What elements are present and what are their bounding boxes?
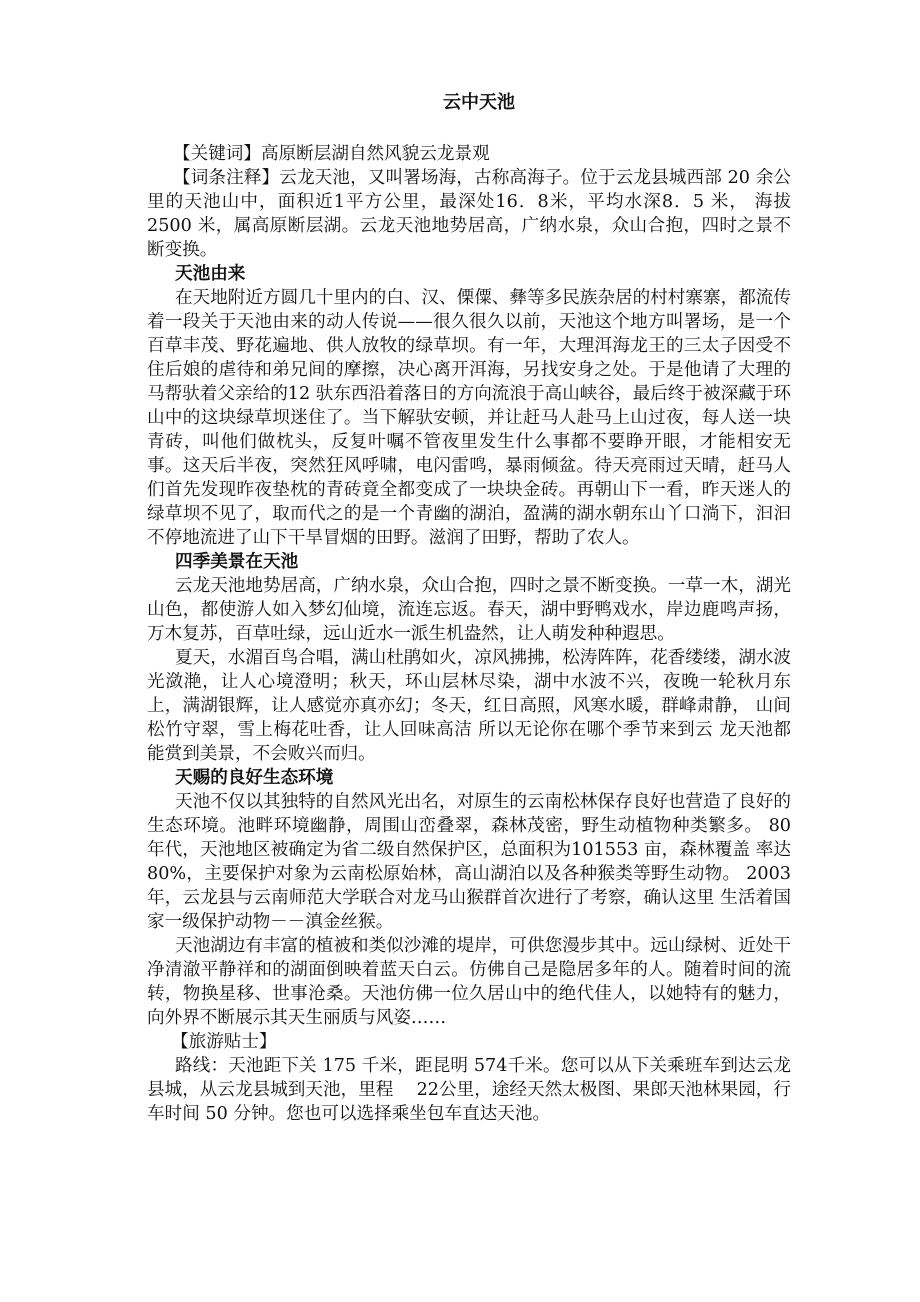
- keywords-paragraph: 【关键词】高原断层湖自然风貌云龙景观: [173, 144, 490, 164]
- travel-route-paragraph: 路线：天池距下关 175 千米，距昆明 574千米。您可以从下关乘班车到达云龙县城，从云龙县城到天池，里程 22公里，途经天然太极图、果郎天池林果园，行车时间 50 分钟。您也可以选择乘坐包车直达天池。: [147, 1056, 791, 1124]
- seasons-paragraph-spring: 云龙天池地势居高，广纳水泉，众山合抱，四时之景不断变换。一草一木，湖光山色，都使游人如入梦幻仙境，流连忘返。春天，湖中野鸭戏水，岸边鹿鸣声扬，万木复苏，百草吐绿，远山近水一派生机盎然，让人萌发种种遐思。: [147, 576, 791, 644]
- definition-paragraph: 【词条注释】云龙天池，又叫署场海，古称高海子。位于云龙县城西部 20 余公里的天池山中，面积近1平方公里，最深处16．8米，平均水深8．5 米， 海拔 2500 米，属高原断层湖。云龙天池地势居高，广纳水泉，众山合抱，四时之景不断变换。: [147, 168, 791, 260]
- section-heading-origin: 天池由来: [175, 264, 246, 284]
- section-heading-travel-tips: 【旅游贴士】: [171, 1032, 277, 1052]
- seasons-paragraph-summer-winter: 夏天，水湄百鸟合唱，满山杜鹃如火，凉风拂拂，松涛阵阵，花香缕缕，湖水波光潋滟，让人心境澄明；秋天，环山层林尽染，湖中水波不兴，夜晚一轮秋月东上，满湖银辉，让人感觉亦真亦幻；冬天，红日高照，风寒水暖，群峰肃静， 山间松竹守翠，雪上梅花吐香，让人回味高洁 所以无论你在哪个季节来到云 龙天池都能赏到美景，不会败兴而归。: [147, 648, 791, 764]
- section-heading-ecology: 天赐的良好生态环境: [175, 768, 334, 788]
- origin-paragraph: 在天地附近方圆几十里内的白、汉、傈僳、彝等多民族杂居的村村寨寨，都流传着一段关于天池由来的动人传说——很久很久以前，天池这个地方叫署场，是一个百草丰茂、野花遍地、供人放牧的绿草坝。有一年，大理洱海龙王的三太子因受不住后娘的虐待和弟兄间的摩擦，决心离开洱海，另找安身之处。于是他请了大理的马帮驮着父亲给的12 驮东西沿着落日的方向流浪于高山峡谷，最后终于被深藏于环山中的这块绿草坝迷住了。当下解驮安顿，并让赶马人赴马上山过夜，每人送一块青砖，叫他们做枕头，反复叶嘱不管夜里发生什么事都不要睁开眼，才能相安无事。这天后半夜，突然狂风呼啸，电闪雷鸣，暴雨倾盆。待天亮雨过天晴，赶马人们首先发现昨夜垫枕的青砖竟全都变成了一块块金砖。再朝山下一看，昨天迷人的绿草坝不见了，取而代之的是一个青幽的湖泊，盈满的湖水朝东山丫口淌下，汩汩不停地流进了山下干旱冒烟的田野。滋润了田野，帮助了农人。: [147, 288, 791, 548]
- section-heading-seasons: 四季美景在天池: [175, 552, 299, 572]
- document-page: [147, 90, 791, 1126]
- document-title: 云中天池: [443, 92, 515, 113]
- ecology-paragraph-2: 天池湖边有丰富的植被和类似沙滩的堤岸，可供您漫步其中。远山绿树、近处干净清澈平静祥和的湖面倒映着蓝天白云。仿佛自己是隐居多年的人。随着时间的流转，物换星移、世事沧桑。天池仿佛一位久居山中的绝代佳人，以她特有的魅力，向外界不断展示其天生丽质与风姿……: [147, 936, 791, 1028]
- ecology-paragraph-1: 天池不仅以其独特的自然风光出名，对原生的云南松林保存良好也营造了良好的生态环境。池畔环境幽静，周围山峦叠翠，森林茂密，野生动植物种类繁多。 80 年代，天池地区被确定为省二级自然保护区，总面积为101553 亩，森林覆盖 率达 80%，主要保护对象为云南松原始林，高山湖泊以及各种猴类等野生动物。 2003 年，云龙县与云南师范大学联合对龙马山猴群首次进行了考察，确认这里 生活着国家一级保护动物－－滇金丝猴。: [147, 792, 791, 932]
